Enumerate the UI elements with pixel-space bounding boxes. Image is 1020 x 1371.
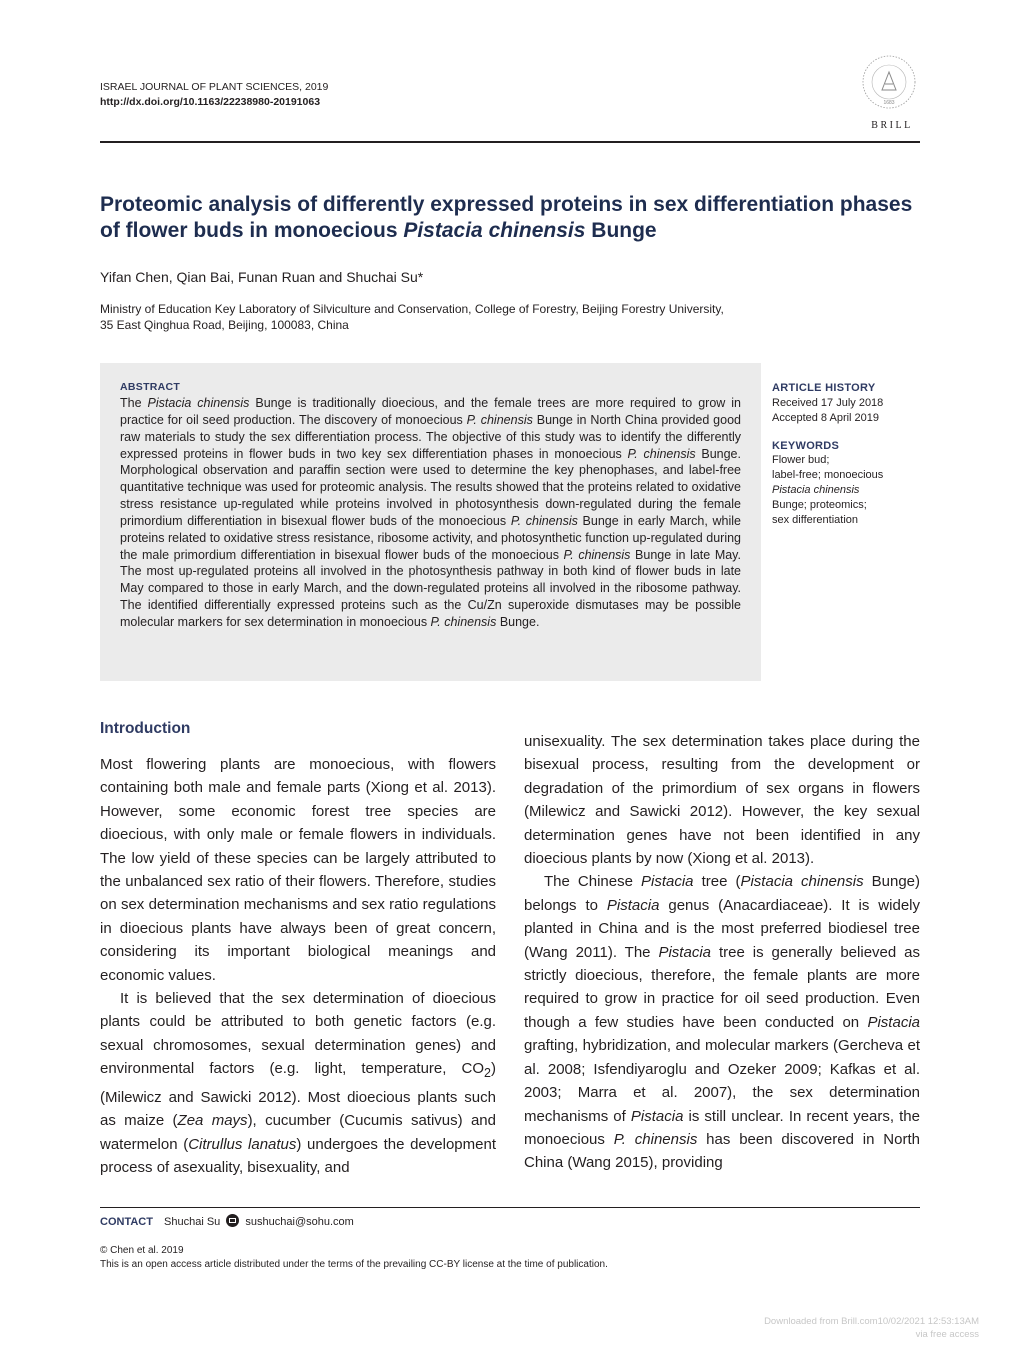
access-line: via free access (915, 1329, 979, 1340)
abstract-text: The Pistacia chinensis Bunge is traditionally dioecious, and the female trees are more required to grow in practice for oil seed production. The discovery of monoecious P. chinensis Bunge in North China provided good raw materials to study the sex differentiation process. The objective of this study was to identify the differently expressed proteins in flower buds in two key sex differentiation phases in monoecious P. chinensis Bunge. Morphological observation and paraffin section were used to determine the key phenophases, and label-free quantitative technique was used for proteomic analysis. The results showed that the proteins related to oxidative stress resistance up-regulated while proteins involved in photosynthesis down-regulated during the female primordium differentiation in bisexual flower buds of the monoecious P. chinensis Bunge in early March, while proteins related to oxidative stress resistance, ribosome activity, and photosynthetic function up-regulated during the male primordium differentiation in bisexual flower buds of the monoecious P. chinensis Bunge in late May. The most up-regulated proteins all involved in the photosynthesis pathway in both kind of flower buds in late May compared to those in early March, and the down-regulated proteins all involved in the ribosome pathway. The identified differentially expressed proteins such as the Cu/Zn superoxide dismutases may be possible molecular markers for sex determination in monoecious P. chinensis Bunge. (120, 396, 742, 629)
body-column-right (524, 730, 920, 1175)
download-line: Downloaded from Brill.com10/02/2021 12:53:13AM (764, 1316, 979, 1327)
license-text: This is an open access article distributed under the terms of the prevailing CC-BY license at the time of publication. (100, 1259, 608, 1270)
body-column-left (100, 753, 496, 1179)
keyword-item: Flower bud; (772, 454, 830, 466)
copyright-notice (100, 1244, 608, 1272)
keyword-item: sex differentiation (772, 514, 859, 526)
contact-line (100, 1214, 354, 1230)
keyword-list (772, 453, 922, 528)
keywords-label: KEYWORDS (772, 440, 840, 452)
accepted-date: Accepted 8 April 2019 (772, 412, 880, 424)
keyword-item: Pistacia chinensis (772, 484, 860, 496)
copyright-text: © Chen et al. 2019 (100, 1245, 184, 1256)
article-history (772, 396, 922, 426)
mail-icon (226, 1214, 239, 1227)
journal-name: ISRAEL JOURNAL OF PLANT SCIENCES, 2019 (100, 81, 329, 93)
paragraph: It is believed that the sex determination of dioecious plants could be attributed to both genetic factors (e.g. sexual chromosomes, sexual determination genes) and environmental factors (e.g. light, temperature, $CO_2$) (Milewicz and Sawicki 2012). Most dioecious plants such as maize (Zea mays), cucumber (Cucumis sativus) and watermelon (Citrullus lanatus) undergoes the development process of asexuality, bisexuality, and (100, 990, 496, 1176)
section-heading-introduction: Introduction (100, 720, 191, 737)
header-rule (100, 141, 920, 143)
contact-name: Shuchai Su (164, 1216, 221, 1228)
keyword-item: label-free; monoecious (772, 469, 884, 481)
received-date: Received 17 July 2018 (772, 397, 884, 409)
paragraph: Most flowering plants are monoecious, with flowers containing both male and female parts (Xiong et al. 2013). However, some economic forest tree species are dioecious, with only male or female flowers in individuals. The low yield of these species can be largely attributed to the unbalanced sex ratio of their flowers. Therefore, studies on sex determination mechanisms and sex ratio regulations in dioecious plants have always been of great concern, considering its important biological meanings and economic values. (100, 756, 496, 984)
doi-link[interactable]: http://dx.doi.org/10.1163/22238980-20191063 (100, 96, 321, 108)
article-title: Proteomic analysis of differently expressed proteins in sex differentiation phases of flower buds in monoecious Pistacia chinensis Bunge (100, 193, 913, 242)
publisher-name: BRILL (871, 120, 913, 131)
download-watermark (764, 1315, 979, 1341)
affiliation: Ministry of Education Key Laboratory of Silviculture and Conservation, College of Forestry, Beijing Forestry University, 35 East Qinghua Road, Beijing, 100083, China (100, 302, 724, 332)
footer-rule (100, 1207, 920, 1208)
abstract-label: ABSTRACT (120, 381, 181, 393)
logo-year-text: 1683 (883, 100, 895, 106)
paragraph: unisexuality. The sex determination takes place during the bisexual process, resulting from the development or degradation of the primordium of sex organs in flowers (Milewicz and Sawicki 2012). However, the key sexual determination genes have not been identified in any dioecious plants by now (Xiong et al. 2013). (524, 733, 920, 868)
keyword-item: Bunge; proteomics; (772, 499, 867, 511)
article-history-label: ARTICLE HISTORY (772, 382, 876, 394)
contact-label: CONTACT (100, 1216, 153, 1228)
author-list: Yifan Chen, Qian Bai, Funan Ruan and Shuchai Su* (100, 269, 424, 285)
contact-email[interactable]: sushuchai@sohu.com (245, 1216, 354, 1228)
publisher-logo-icon (858, 52, 920, 112)
paragraph: The Chinese Pistacia tree (Pistacia chinensis Bunge) belongs to Pistacia genus (Anacardiaceae). It is widely planted in China and is the most preferred biodiesel tree (Wang 2011). The Pistacia tree is generally believed as strictly dioecious, therefore, the female plants are more required to grow in practice for oil seed production. Even though a few studies have been conducted on Pistacia grafting, hybridization, and molecular markers (Gercheva et al. 2008; Isfendiyaroglu and Ozeker 2009; Kafkas et al. 2003; Marra et al. 2007), the sex determination mechanisms of Pistacia is still unclear. In recent years, the monoecious P. chinensis has been discovered in North China (Wang 2015), providing (524, 873, 921, 1172)
